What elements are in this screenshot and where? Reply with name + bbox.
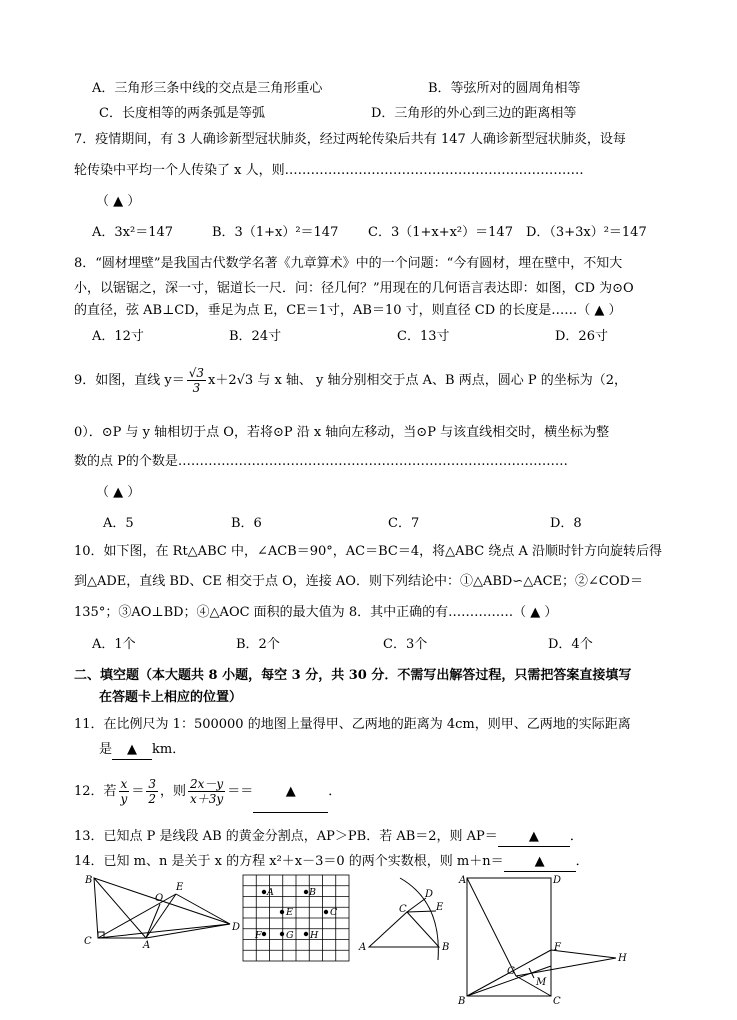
q7-option-a: A．3x²＝147 (92, 225, 174, 240)
q9-option-a: A．5 (103, 516, 134, 531)
q9-fraction (187, 366, 206, 395)
q6-option-a: A．三角形三条中线的交点是三角形重心 (92, 81, 323, 96)
fig2-label-f: F (255, 930, 262, 941)
fig1-label-o: O (155, 893, 164, 904)
fig2-grid-lines (243, 875, 349, 961)
fig2-label-a: A (267, 887, 274, 898)
q14-answer-blank: ▲ (504, 853, 576, 872)
fig3-label-c: C (399, 904, 407, 915)
fig1-label-a: A (143, 940, 151, 948)
fig1-label-e: E (176, 882, 184, 893)
q12-fraction-1-denominator: y (120, 792, 128, 806)
q8-stem-line2: 小，以锯锯之，深一寸，锯道长一尺．问：径几何？”用现在的几何语言表达即：如图，CD 为⊙O (74, 281, 634, 296)
fig2-label-e: E (286, 907, 293, 918)
q9-prefix: 9．如图，直线 y＝ (74, 373, 185, 388)
fig4-label-b: B (458, 996, 466, 1007)
fig4-label-m: M (536, 977, 547, 988)
fig2-point-e (280, 910, 284, 914)
q9-option-d: D．8 (550, 516, 582, 531)
q11-stem-line1: 11．在比例尺为 1：500000 的地图上量得甲、乙两地的距离为 4cm，则甲、乙两地的实际距离 (74, 717, 631, 732)
q12-fraction-1 (119, 777, 130, 806)
q9-fraction-numerator: √3 (188, 366, 205, 380)
fig1-label-d: D (232, 922, 240, 933)
fig2-point-f (262, 932, 266, 936)
q8-option-d: D．26寸 (555, 329, 608, 344)
fig4-label-g: G (507, 966, 515, 977)
q11-prefix: 是 (99, 742, 113, 757)
fig2-point-c (324, 910, 328, 914)
q12-answer-blank: ▲ (253, 772, 328, 813)
q12-fraction-1-numerator: x (120, 777, 128, 791)
q12-fraction-3 (188, 777, 225, 806)
q11-stem-line2 (99, 741, 185, 760)
q12-end: ． (328, 784, 342, 799)
q7-option-b: B．3（1+x）²＝147 (212, 225, 339, 240)
q14-end: ． (575, 854, 589, 869)
q13-text: 13．已知点 P 是线段 AB 的黄金分割点，AP＞PB．若 AB＝2，则 AP＝ (74, 829, 498, 844)
q11-answer-blank: ▲ (112, 741, 152, 760)
section-heading-line2: 在答题卡上相应的位置） (99, 690, 243, 705)
section-heading-line1: 二、填空题（本大题共 8 小题，每空 3 分，共 30 分．不需写出解答过程，只需把答案直接填写 (74, 668, 632, 683)
q7-stem-line1: 7．疫情期间，有 3 人确诊新型冠状肺炎，经过两轮传染后共有 147 人确诊新型冠状肺炎，设每 (74, 132, 626, 147)
q7-stem-line2: 轮传染中平均一个人传染了 x 人，则…………………………………………………………… (74, 163, 584, 178)
q12-fraction-2 (146, 777, 158, 806)
q9-stem-line2: 0）．⊙P 与 y 轴相切于点 O，若将⊙P 沿 x 轴向左移动，当⊙P 与该直线相交时，横坐标为整 (74, 425, 610, 440)
q12-stem (74, 772, 341, 813)
fig4-label-c: C (553, 996, 561, 1007)
fig3-label-d: D (425, 889, 434, 900)
fig2-label-c: C (330, 907, 338, 918)
q12-fraction-2-numerator: 3 (148, 777, 156, 791)
q13-stem (74, 828, 583, 847)
fig1-label-c: C (84, 936, 92, 947)
q12-fraction-3-numerator: 2x－y (190, 777, 224, 791)
fig4-label-d: D (553, 875, 562, 886)
fig1-line-ad (146, 924, 230, 938)
q7-option-d: D．（3+3x）²＝147 (526, 225, 647, 240)
figure-grid (242, 874, 350, 962)
q10-stem-line2: 到△ADE，直线 BD、CE 相交于点 O，连接 AO．则下列结论中：①△ABD∽△ACE；②∠COD＝ (74, 574, 643, 589)
q13-answer-blank: ▲ (498, 828, 570, 847)
fig2-label-b: B (309, 887, 316, 898)
q10-stem-line1: 10．如下图，在 Rt△ABC 中，∠ACB＝90°，AC＝BC＝4，将△ABC 绕点 A 沿顺时针方向旋转后得 (74, 544, 663, 559)
fig3-line-cd (407, 898, 426, 912)
q11-suffix: km． (152, 742, 186, 757)
fig4-label-a: A (459, 875, 467, 886)
q8-option-b: B．24寸 (229, 329, 282, 344)
fig4-line-ag (467, 878, 516, 976)
q9-option-b: B．6 (231, 516, 262, 531)
q12-after: ＝＝ (227, 784, 254, 799)
q8-option-a: A．12寸 (92, 329, 144, 344)
fig2-label-h: H (310, 930, 319, 941)
fig2-point-h (304, 932, 308, 936)
q10-stem-line3: 135°；③AO⊥BD；④△AOC 面积的最大值为 8．其中正确的有……………（ ▲ ） (74, 605, 558, 620)
q9-stem-line3: 数的点 P的个数是……………………………………………………………………………… (74, 454, 568, 469)
q6-option-c: C．长度相等的两条弧是等弧 (99, 106, 265, 121)
fig3-label-b: B (442, 942, 450, 953)
q13-end: ． (569, 829, 583, 844)
fig4-label-f: F (554, 942, 561, 953)
q9-option-c: C．7 (388, 516, 420, 531)
fig2-point-b (304, 890, 308, 894)
fig1-label-b: B (85, 875, 93, 886)
q7-answer-mark: （ ▲ ） (96, 194, 141, 209)
q12-prefix: 12．若 (74, 784, 117, 799)
figure-rectangle (456, 870, 632, 1010)
fig3-label-e: E (436, 902, 444, 913)
fig2-point-a (262, 890, 266, 894)
q7-option-c: C．3（1+x+x²）＝147 (368, 225, 513, 240)
q12-equals: ＝ (131, 784, 145, 799)
q12-fraction-3-denominator: x＋3y (190, 792, 224, 806)
q9-stem-line1 (74, 366, 627, 396)
q9-answer-mark: （ ▲ ） (96, 485, 141, 500)
q14-text: 14．已知 m、n 是关于 x 的方程 x²＋x－3＝0 的两个实数根，则 m＋n＝ (74, 854, 504, 869)
q10-option-b: B．2个 (236, 637, 280, 652)
q6-option-d: D．三角形的外心到三边的距离相等 (371, 106, 577, 121)
q8-stem-line1: 8．“圆材埋壁”是我国古代数学名著《九章算术》中的一个问题：“今有圆材，埋在壁中，不知大 (74, 256, 623, 271)
fig3-triangle (369, 912, 439, 947)
q9-suffix: x＋2√3 与 x 轴、 y 轴分别相交于点 A、B 两点，圆心 P 的坐标为（2， (208, 373, 628, 388)
fig4-label-h: H (618, 953, 627, 964)
figure-arc-triangle (356, 874, 452, 962)
q12-fraction-2-denominator: 2 (148, 792, 156, 806)
q8-option-c: C．13寸 (397, 329, 450, 344)
q6-option-b: B．等弦所对的圆周角相等 (428, 81, 581, 96)
q9-fraction-denominator: 3 (192, 381, 201, 395)
q10-option-d: D．4个 (548, 637, 593, 652)
figure-triangles (82, 874, 240, 948)
q10-option-c: C．3个 (383, 637, 428, 652)
q10-option-a: A．1个 (92, 637, 136, 652)
q8-stem-line3: 的直径，弦 AB⊥CD，垂足为点 E，CE＝1寸，AB＝10 寸，则直径 CD 的长度是……（ ▲ ） (74, 303, 622, 318)
q12-mid: ，则 (159, 784, 186, 799)
fig2-label-g: G (286, 930, 294, 941)
fig3-label-a: A (359, 942, 367, 953)
fig2-point-g (280, 932, 284, 936)
